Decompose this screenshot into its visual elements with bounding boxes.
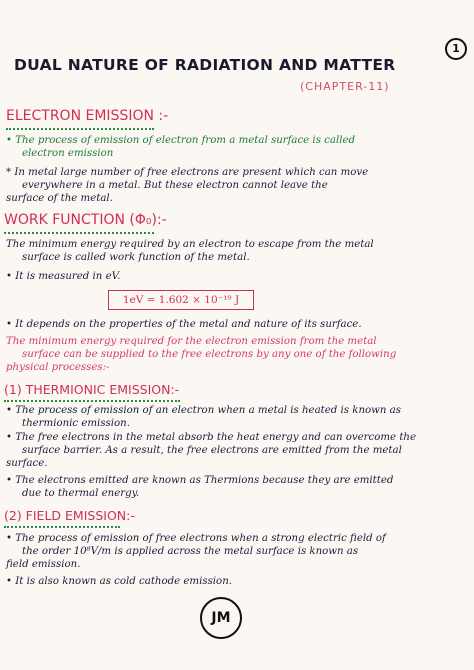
para-line: thermionic emission. [22,418,130,429]
heading-work-function: WORK FUNCTION (Φ₀):- [4,212,167,228]
heading-field-emission: (2) FIELD EMISSION:- [4,508,135,523]
para-line: field emission. [6,559,81,570]
para-line: • The process of emission of electron from a metal surface is called [6,135,356,146]
para-line: • It is also known as cold cathode emission. [6,576,232,587]
para-line: • The free electrons in the metal absorb the heat energy and can overcome the [6,432,417,443]
para-line: surface barrier. As a result, the free electrons are emitted from the metal [22,445,402,456]
para-line: surface can be supplied to the free electrons by any one of the following [22,349,397,360]
para-line: • The electrons emitted are known as Thermions because they are emitted [6,475,394,486]
heading-underline [6,124,154,130]
para-line: surface. [6,458,48,469]
author-signature: JM [200,597,242,639]
page-title: DUAL NATURE OF RADIATION AND MATTER [14,56,396,74]
para-line: physical processes:- [6,362,110,373]
heading-underline [4,396,180,402]
para-line: The minimum energy required by an electron to escape from the metal [6,239,374,250]
para-line: electron emission [22,148,114,159]
para-line: • It depends on the properties of the metal and nature of its surface. [6,319,362,330]
chapter-label: (CHAPTER-11) [300,80,390,93]
para-line: • The process of emission of an electron when a metal is heated is known as [6,405,401,416]
para-line: everywhere in a metal. But these electron cannot leave the [22,180,328,191]
para-line: • The process of emission of free electrons when a strong electric field of [6,533,386,544]
heading-electron-emission: ELECTRON EMISSION :- [6,108,169,124]
para-line: the order 10⁸V/m is applied across the metal surface is known as [22,546,359,557]
page-number: 1 [445,38,467,60]
para-line: • It is measured in eV. [6,271,121,282]
heading-underline [4,522,120,528]
para-line: surface is called work function of the metal. [22,252,250,263]
heading-underline [4,228,154,234]
para-line: The minimum energy required for the electron emission from the metal [6,336,377,347]
heading-thermionic: (1) THERMIONIC EMISSION:- [4,382,180,397]
para-line: surface of the metal. [6,193,113,204]
para-line: due to thermal energy. [22,488,140,499]
formula-box: 1eV = 1.602 × 10⁻¹⁹ J [108,290,254,310]
para-line: * In metal large number of free electrons are present which can move [6,167,369,178]
